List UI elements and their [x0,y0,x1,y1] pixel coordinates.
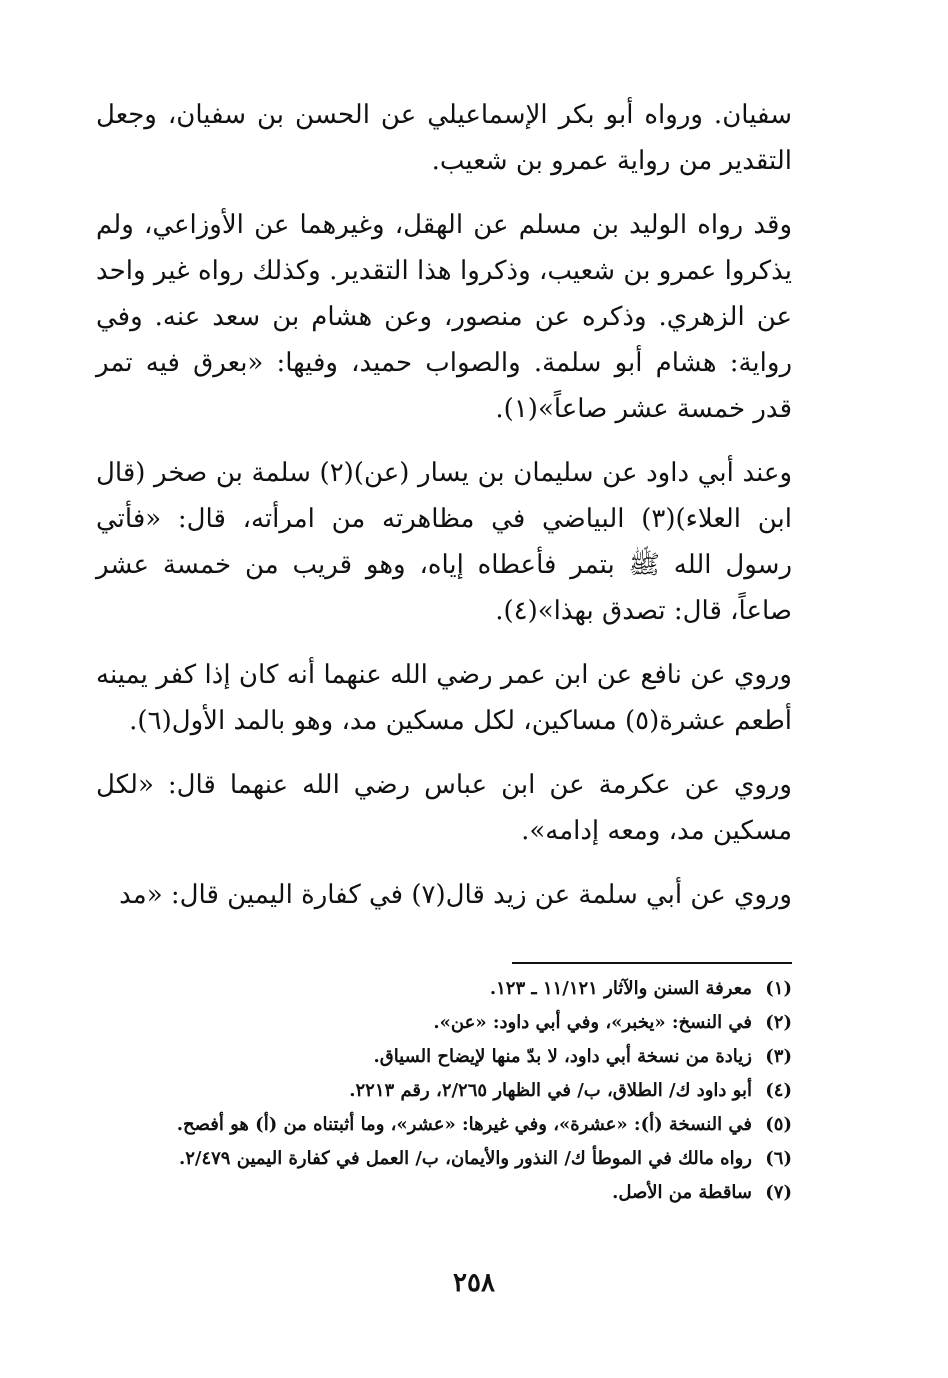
footnote-number: (٥) [765,1114,792,1135]
footnote-text: معرفة السنن والآثار ١١/١٢١ ـ ١٢٣. [489,978,752,999]
paragraph: وقد رواه الوليد بن مسلم عن الهقل، وغيرهما عن الأوزاعي، ولم يذكروا عمرو بن شعيب، وذكروا هذا التقدير. وكذلك رواه غير واحد عن الزهري. وذكره عن منصور، وعن هشام بن سعد عنه. وفي رواية: هشام أبو سلمة. والصواب حميد، وفيها: «بعرق فيه تمر قدر خمسة عشر صاعاً»(١). [96,210,792,424]
footnote [96,974,792,1004]
paragraph: وعند أبي داود عن سليمان بن يسار (عن)(٢) سلمة بن صخر (قال ابن العلاء)(٣) البياضي في مظاهرته من امرأته، قال: «فأتي رسول الله ﷺ بتمر فأعطاه إياه، وهو قريب من خمسة عشر صاعاً، قال: تصدق بهذا»(٤). [96,458,793,626]
footnote-text: في النسخة (أ): «عشرة»، وفي غيرها: «عشر»، وما أثبتناه من (أ) هو أفصح. [176,1114,752,1135]
footnote-number: (٢) [765,1012,792,1033]
footnote-text: رواه مالك في الموطأ ك/ النذور والأيمان، ب/ العمل في كفارة اليمين ٢/٤٧٩. [178,1148,752,1169]
footnote [96,1008,792,1038]
footnote-text: أبو داود ك/ الطلاق، ب/ في الظهار ٢/٢٦٥، رقم ٢٢١٣. [349,1080,752,1101]
paragraph: وروي عن عكرمة عن ابن عباس رضي الله عنهما قال: «لكل مسكين مد، ومعه إدامه». [96,770,792,846]
footnotes [96,974,792,1212]
footnote [96,1178,792,1208]
footnote-text: زيادة من نسخة أبي داود، لا بدّ منها لإيضاح السياق. [373,1046,752,1067]
footnote-number: (٤) [765,1080,792,1101]
footnote-text: في النسخ: «يخبر»، وفي أبي داود: «عن». [433,1012,752,1033]
footnote-number: (٣) [765,1046,792,1067]
paragraph: سفيان. ورواه أبو بكر الإسماعيلي عن الحسن بن سفيان، وجعل التقدير من رواية عمرو بن شعيب. [96,100,792,176]
footnote-number: (٦) [765,1148,792,1169]
paragraph: وروي عن نافع عن ابن عمر رضي الله عنهما أنه كان إذا كفر يمينه أطعم عشرة(٥) مساكين، لكل مسكين مد، وهو بالمد الأول(٦). [96,660,792,736]
main-text [96,92,792,936]
footnote [96,1110,792,1140]
footnote-number: (٧) [765,1182,792,1203]
paragraph: وروي عن أبي سلمة عن زيد قال(٧) في كفارة اليمين قال: «مد [119,880,792,910]
footnote-divider [512,962,792,964]
page-number: ٢٥٨ [453,1268,495,1298]
footnote [96,1076,792,1106]
footnote-number: (١) [765,978,792,999]
footnote [96,1144,792,1174]
footnote-text: ساقطة من الأصل. [612,1182,752,1203]
footnote [96,1042,792,1072]
